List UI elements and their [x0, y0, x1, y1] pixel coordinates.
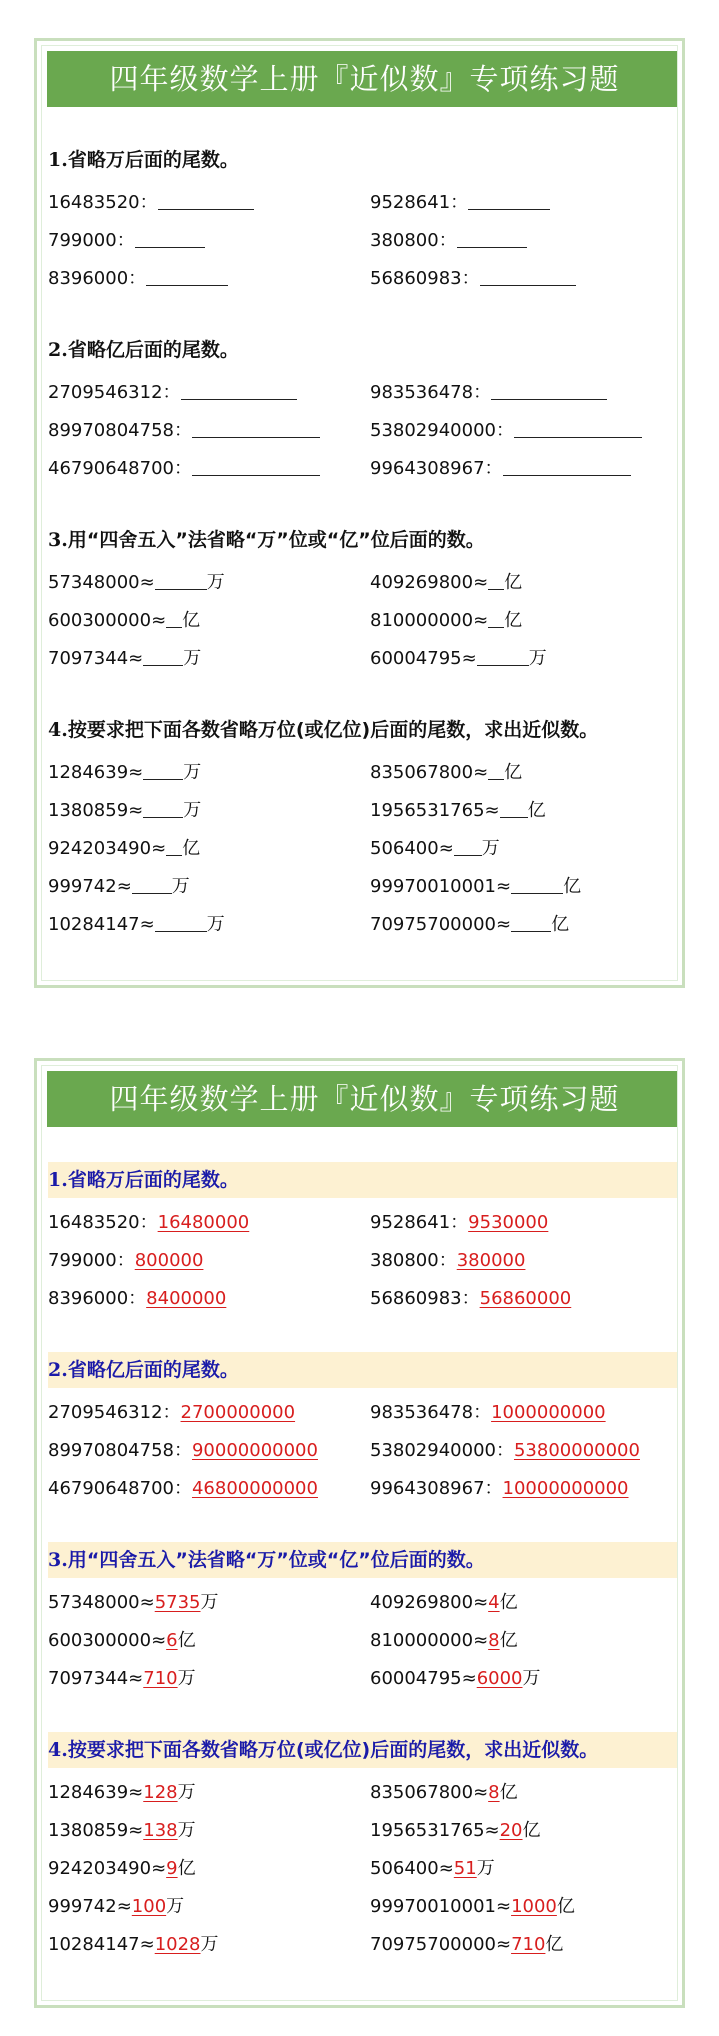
- a2-item-2: 983536478：1000000000: [370, 1402, 606, 1423]
- q4-item-9: 10284147≈ 万: [48, 908, 225, 942]
- answer-blank[interactable]: [135, 225, 205, 248]
- answer-value: 20: [499, 1820, 523, 1841]
- a3-item-4: 810000000≈8亿: [370, 1630, 518, 1651]
- answer-value: 8: [488, 1630, 500, 1651]
- answer-blank[interactable]: [192, 415, 320, 438]
- answer-blank[interactable]: [488, 757, 504, 780]
- answer-blank[interactable]: [491, 377, 607, 400]
- answer-blank[interactable]: [477, 643, 529, 666]
- a1-item-1: 16483520：16480000: [48, 1212, 250, 1233]
- q3-item-5: 7097344≈ 万: [48, 642, 201, 676]
- answer-blank[interactable]: [155, 567, 207, 590]
- answer-blank[interactable]: [503, 453, 631, 476]
- q4-item-5: 924203490≈ 亿: [48, 832, 200, 866]
- answer-value: 5735: [154, 1592, 201, 1613]
- q4-row-2: [48, 794, 678, 828]
- q2-item-6: 9964308967：: [370, 452, 631, 486]
- q1-item-1: 16483520：: [48, 186, 254, 220]
- worksheet-answers: [34, 1058, 685, 2008]
- a1-row-2: [48, 1244, 678, 1278]
- a2-item-6: 9964308967：10000000000: [370, 1478, 629, 1499]
- answer-value: 710: [511, 1934, 546, 1955]
- answer-blank[interactable]: [158, 187, 254, 210]
- a4-item-2: 835067800≈8亿: [370, 1782, 518, 1803]
- a1-item-5: 8396000：8400000: [48, 1288, 227, 1309]
- answer-value: 53800000000: [513, 1440, 640, 1461]
- q4-item-2: 835067800≈ 亿: [370, 756, 522, 790]
- answer-blank[interactable]: [166, 833, 182, 856]
- q1-row-2: [48, 224, 678, 258]
- q4-item-4: 1956531765≈ 亿: [370, 794, 546, 828]
- answer-blank[interactable]: [454, 833, 482, 856]
- q4-row-1: [48, 756, 678, 790]
- q1-item-4: 380800：: [370, 224, 527, 258]
- answer-blank[interactable]: [155, 909, 207, 932]
- answer-section-1-title: 1.省略万后面的尾数。: [48, 1162, 678, 1198]
- a4-item-6: 506400≈51万: [370, 1858, 495, 1879]
- a3-item-2: 409269800≈4亿: [370, 1592, 518, 1613]
- answer-section-4-title: 4.按要求把下面各数省略万位(或亿位)后面的尾数，求出近似数。: [48, 1732, 678, 1768]
- answer-value: 46800000000: [191, 1478, 318, 1499]
- answer-blank[interactable]: [132, 871, 172, 894]
- a1-item-2: 9528641：9530000: [370, 1212, 549, 1233]
- answer-blank[interactable]: [143, 643, 183, 666]
- q3-item-4: 810000000≈ 亿: [370, 604, 522, 638]
- a3-item-6: 60004795≈6000万: [370, 1668, 541, 1689]
- a3-item-5: 7097344≈710万: [48, 1668, 196, 1689]
- section-4-title: 4.按要求把下面各数省略万位(或亿位)后面的尾数，求出近似数。: [48, 719, 599, 741]
- answer-value: 380000: [456, 1250, 526, 1271]
- answer-blank[interactable]: [166, 605, 182, 628]
- answer-value: 9: [166, 1858, 178, 1879]
- answer-blank[interactable]: [488, 567, 504, 590]
- q1-item-3: 799000：: [48, 224, 205, 258]
- a2-item-4: 53802940000：53800000000: [370, 1440, 640, 1461]
- a2-row-3: [48, 1472, 678, 1506]
- q2-row-2: [48, 414, 678, 448]
- answer-section-3-title: 3.用“四舍五入”法省略“万”位或“亿”位后面的数。: [48, 1542, 678, 1578]
- answer-value: 90000000000: [191, 1440, 318, 1461]
- answer-section-2-title: 2.省略亿后面的尾数。: [48, 1352, 678, 1388]
- q1-row-1: [48, 186, 678, 220]
- answer-value: 6: [166, 1630, 178, 1651]
- answer-value: 1028: [154, 1934, 201, 1955]
- answer-blank[interactable]: [143, 757, 183, 780]
- a1-row-3: [48, 1282, 678, 1316]
- q4-item-7: 999742≈ 万: [48, 870, 190, 904]
- a3-row-2: [48, 1624, 678, 1658]
- a4-item-1: 1284639≈128万: [48, 1782, 196, 1803]
- answer-value: 1000000000: [491, 1402, 606, 1423]
- answer-value: 800000: [134, 1250, 204, 1271]
- q2-item-5: 46790648700：: [48, 452, 320, 486]
- q3-item-3: 600300000≈ 亿: [48, 604, 200, 638]
- answer-value: 9530000: [468, 1212, 549, 1233]
- worksheet-inner-border: [41, 1065, 678, 2001]
- answer-blank[interactable]: [500, 795, 528, 818]
- answer-value: 100: [131, 1896, 167, 1917]
- answer-value: 4: [488, 1592, 500, 1613]
- a2-row-2: [48, 1434, 678, 1468]
- answer-value: 51: [453, 1858, 477, 1879]
- q1-item-6: 56860983：: [370, 262, 576, 296]
- a4-item-8: 99970010001≈1000亿: [370, 1896, 575, 1917]
- q4-row-4: [48, 870, 678, 904]
- q3-row-2: [48, 604, 678, 638]
- a4-item-3: 1380859≈138万: [48, 1820, 196, 1841]
- q1-row-3: [48, 262, 678, 296]
- a2-item-1: 2709546312：2700000000: [48, 1402, 296, 1423]
- a4-item-4: 1956531765≈20亿: [370, 1820, 541, 1841]
- answer-blank[interactable]: [457, 225, 527, 248]
- answer-blank[interactable]: [511, 909, 551, 932]
- a4-item-5: 924203490≈9亿: [48, 1858, 196, 1879]
- answer-value: 138: [143, 1820, 178, 1841]
- q3-row-1: [48, 566, 678, 600]
- q4-row-3: [48, 832, 678, 866]
- a4-row-2: [48, 1814, 678, 1848]
- section-1-title: 1.省略万后面的尾数。: [48, 149, 239, 171]
- a3-row-3: [48, 1662, 678, 1696]
- answer-blank[interactable]: [514, 415, 642, 438]
- q2-row-3: [48, 452, 678, 486]
- answer-blank[interactable]: [480, 263, 576, 286]
- section-2-title: 2.省略亿后面的尾数。: [48, 339, 239, 361]
- answer-value: 56860000: [479, 1288, 572, 1309]
- q3-item-2: 409269800≈ 亿: [370, 566, 522, 600]
- q1-item-2: 9528641：: [370, 186, 550, 220]
- answer-value: 1000: [511, 1896, 557, 1917]
- a2-row-1: [48, 1396, 678, 1430]
- answer-value: 6000: [476, 1668, 523, 1689]
- answer-value: 128: [143, 1782, 178, 1803]
- q3-row-3: [48, 642, 678, 676]
- q3-item-1: 57348000≈ 万: [48, 566, 225, 600]
- q4-item-3: 1380859≈ 万: [48, 794, 201, 828]
- section-3-title: 3.用“四舍五入”法省略“万”位或“亿”位后面的数。: [48, 529, 485, 551]
- q2-item-3: 89970804758：: [48, 414, 320, 448]
- q2-item-1: 2709546312：: [48, 376, 297, 410]
- a4-row-1: [48, 1776, 678, 1810]
- q4-item-8: 99970010001≈ 亿: [370, 870, 581, 904]
- answer-blank[interactable]: [511, 871, 563, 894]
- answer-value: 10000000000: [502, 1478, 629, 1499]
- a2-item-5: 46790648700：46800000000: [48, 1478, 318, 1499]
- answer-blank[interactable]: [143, 795, 183, 818]
- answer-value: 710: [143, 1668, 178, 1689]
- a2-item-3: 89970804758：90000000000: [48, 1440, 318, 1461]
- a4-row-3: [48, 1852, 678, 1886]
- a4-item-10: 70975700000≈710亿: [370, 1934, 564, 1955]
- answer-blank[interactable]: [181, 377, 297, 400]
- q4-row-5: [48, 908, 678, 942]
- a3-row-1: [48, 1586, 678, 1620]
- q2-row-1: [48, 376, 678, 410]
- a4-item-7: 999742≈100万: [48, 1896, 185, 1917]
- a4-item-9: 10284147≈1028万: [48, 1934, 219, 1955]
- answer-value: 8400000: [146, 1288, 227, 1309]
- q4-item-1: 1284639≈ 万: [48, 756, 201, 790]
- answer-value: 8: [488, 1782, 500, 1803]
- answer-blank[interactable]: [488, 605, 504, 628]
- q4-item-6: 506400≈ 万: [370, 832, 500, 866]
- a1-item-4: 380800：380000: [370, 1250, 526, 1271]
- answer-value: 16480000: [157, 1212, 250, 1233]
- worksheet-inner-border: [41, 45, 678, 981]
- q1-item-5: 8396000：: [48, 262, 228, 296]
- answer-sheet-title: 四年级数学上册『近似数』专项练习题: [47, 1071, 678, 1127]
- worksheet-questions: [34, 38, 685, 988]
- a1-item-6: 56860983：56860000: [370, 1288, 572, 1309]
- q2-item-2: 983536478：: [370, 376, 607, 410]
- a1-item-3: 799000：800000: [48, 1250, 204, 1271]
- q3-item-6: 60004795≈ 万: [370, 642, 547, 676]
- worksheet-title: 四年级数学上册『近似数』专项练习题: [47, 51, 678, 107]
- answer-blank[interactable]: [468, 187, 550, 210]
- a3-item-3: 600300000≈6亿: [48, 1630, 196, 1651]
- q2-item-4: 53802940000：: [370, 414, 642, 448]
- answer-blank[interactable]: [192, 453, 320, 476]
- a3-item-1: 57348000≈5735万: [48, 1592, 219, 1613]
- q4-item-10: 70975700000≈ 亿: [370, 908, 569, 942]
- a4-row-4: [48, 1890, 678, 1924]
- answer-value: 2700000000: [180, 1402, 296, 1423]
- a1-row-1: [48, 1206, 678, 1240]
- answer-blank[interactable]: [146, 263, 228, 286]
- a4-row-5: [48, 1928, 678, 1962]
